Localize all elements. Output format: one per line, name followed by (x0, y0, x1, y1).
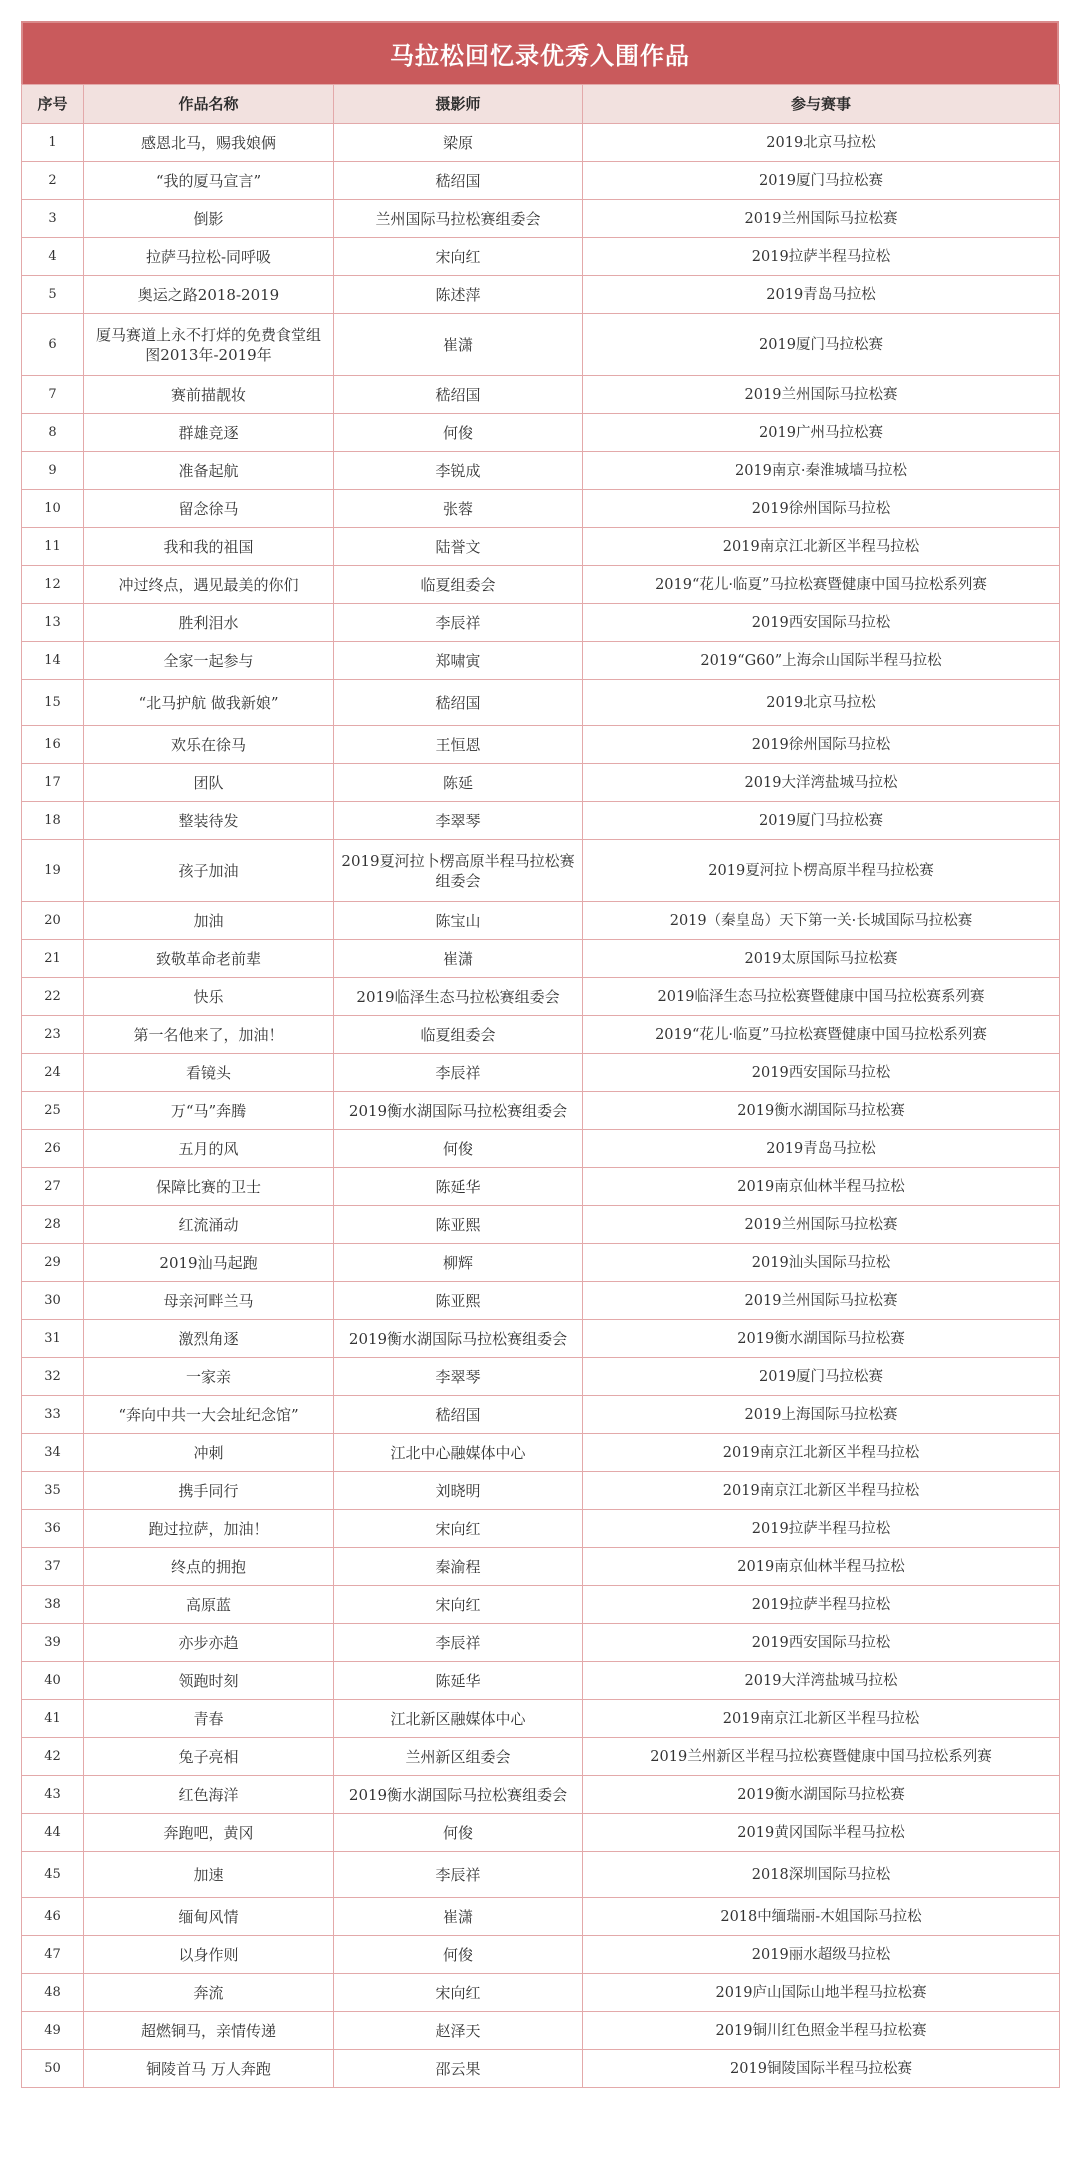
table-row (22, 1662, 1060, 1700)
table-row (22, 1814, 1060, 1852)
cell-photographer: 兰州新区组委会 (334, 1738, 583, 1776)
cell-work-title: 终点的拥抱 (84, 1548, 334, 1586)
cell-photographer: 陆誉文 (334, 528, 583, 566)
cell-event: 2019（秦皇岛）天下第一关·长城国际马拉松赛 (583, 902, 1060, 940)
cell-photographer: 秦渝程 (334, 1548, 583, 1586)
cell-work-title: “我的厦马宣言” (84, 162, 334, 200)
cell-index: 1 (22, 124, 84, 162)
cell-photographer: 嵇绍国 (334, 680, 583, 726)
cell-index: 10 (22, 490, 84, 528)
table-row (22, 1320, 1060, 1358)
cell-work-title: 亦步亦趋 (84, 1624, 334, 1662)
cell-event: 2019南京江北新区半程马拉松 (583, 1472, 1060, 1510)
cell-photographer: 2019临泽生态马拉松赛组委会 (334, 978, 583, 1016)
cell-event: 2019北京马拉松 (583, 124, 1060, 162)
cell-work-title: 青春 (84, 1700, 334, 1738)
cell-photographer: 嵇绍国 (334, 162, 583, 200)
table-row (22, 1624, 1060, 1662)
cell-event: 2019兰州新区半程马拉松赛暨健康中国马拉松系列赛 (583, 1738, 1060, 1776)
cell-event: 2019“花儿·临夏”马拉松赛暨健康中国马拉松系列赛 (583, 566, 1060, 604)
cell-work-title: 冲过终点，遇见最美的你们 (84, 566, 334, 604)
cell-photographer: 何俊 (334, 414, 583, 452)
cell-work-title: 激烈角逐 (84, 1320, 334, 1358)
cell-work-title: 加油 (84, 902, 334, 940)
cell-work-title: 一家亲 (84, 1358, 334, 1396)
cell-index: 36 (22, 1510, 84, 1548)
cell-work-title: 全家一起参与 (84, 642, 334, 680)
table-row (22, 1776, 1060, 1814)
cell-index: 47 (22, 1936, 84, 1974)
cell-index: 39 (22, 1624, 84, 1662)
cell-work-title: 我和我的祖国 (84, 528, 334, 566)
cell-work-title: 留念徐马 (84, 490, 334, 528)
cell-event: 2019大洋湾盐城马拉松 (583, 764, 1060, 802)
cell-event: 2019厦门马拉松赛 (583, 1358, 1060, 1396)
cell-index: 19 (22, 840, 84, 902)
cell-event: 2019西安国际马拉松 (583, 1054, 1060, 1092)
table-row (22, 1054, 1060, 1092)
cell-index: 38 (22, 1586, 84, 1624)
cell-photographer: 李翠琴 (334, 1358, 583, 1396)
cell-event: 2019南京江北新区半程马拉松 (583, 1434, 1060, 1472)
cell-event: 2019拉萨半程马拉松 (583, 238, 1060, 276)
cell-photographer: 陈宝山 (334, 902, 583, 940)
table-row (22, 1168, 1060, 1206)
cell-event: 2019南京江北新区半程马拉松 (583, 1700, 1060, 1738)
cell-index: 48 (22, 1974, 84, 2012)
cell-index: 21 (22, 940, 84, 978)
cell-photographer: 2019衡水湖国际马拉松赛组委会 (334, 1776, 583, 1814)
cell-index: 44 (22, 1814, 84, 1852)
cell-photographer: 陈述萍 (334, 276, 583, 314)
cell-index: 11 (22, 528, 84, 566)
table-row (22, 802, 1060, 840)
cell-index: 34 (22, 1434, 84, 1472)
cell-index: 4 (22, 238, 84, 276)
cell-work-title: 跑过拉萨，加油！ (84, 1510, 334, 1548)
cell-photographer: 陈延华 (334, 1168, 583, 1206)
cell-index: 50 (22, 2050, 84, 2088)
cell-event: 2019青岛马拉松 (583, 1130, 1060, 1168)
table-row (22, 840, 1060, 902)
cell-photographer: 陈延华 (334, 1662, 583, 1700)
cell-photographer: 临夏组委会 (334, 566, 583, 604)
cell-work-title: 万“马”奔腾 (84, 1092, 334, 1130)
cell-work-title: 缅甸风情 (84, 1898, 334, 1936)
cell-photographer: 梁原 (334, 124, 583, 162)
cell-photographer: 何俊 (334, 1936, 583, 1974)
cell-photographer: 李辰祥 (334, 604, 583, 642)
cell-work-title: 五月的风 (84, 1130, 334, 1168)
cell-index: 13 (22, 604, 84, 642)
cell-work-title: 看镜头 (84, 1054, 334, 1092)
cell-index: 7 (22, 376, 84, 414)
table-row (22, 1434, 1060, 1472)
table-row (22, 1206, 1060, 1244)
table-row (22, 1738, 1060, 1776)
table-row (22, 978, 1060, 1016)
cell-index: 3 (22, 200, 84, 238)
table-body (22, 124, 1060, 2088)
cell-index: 31 (22, 1320, 84, 1358)
cell-index: 15 (22, 680, 84, 726)
cell-photographer: 陈亚熙 (334, 1206, 583, 1244)
cell-photographer: 江北新区融媒体中心 (334, 1700, 583, 1738)
table-row (22, 1548, 1060, 1586)
cell-event: 2019拉萨半程马拉松 (583, 1586, 1060, 1624)
header-row (22, 85, 1060, 124)
cell-event: 2019北京马拉松 (583, 680, 1060, 726)
table-row (22, 940, 1060, 978)
cell-photographer: 宋向红 (334, 1586, 583, 1624)
table-row (22, 764, 1060, 802)
cell-photographer: 宋向红 (334, 238, 583, 276)
table-row (22, 200, 1060, 238)
cell-index: 32 (22, 1358, 84, 1396)
cell-index: 24 (22, 1054, 84, 1092)
cell-event: 2019南京仙林半程马拉松 (583, 1548, 1060, 1586)
cell-work-title: 胜利泪水 (84, 604, 334, 642)
cell-work-title: 团队 (84, 764, 334, 802)
cell-index: 16 (22, 726, 84, 764)
cell-photographer: 李辰祥 (334, 1852, 583, 1898)
table-row (22, 1472, 1060, 1510)
cell-index: 22 (22, 978, 84, 1016)
table-row (22, 1282, 1060, 1320)
cell-index: 41 (22, 1700, 84, 1738)
table-row (22, 566, 1060, 604)
cell-work-title: 快乐 (84, 978, 334, 1016)
table-row (22, 2012, 1060, 2050)
cell-work-title: 携手同行 (84, 1472, 334, 1510)
cell-photographer: 江北中心融媒体中心 (334, 1434, 583, 1472)
cell-index: 49 (22, 2012, 84, 2050)
cell-event: 2019汕头国际马拉松 (583, 1244, 1060, 1282)
cell-photographer: 2019夏河拉卜楞高原半程马拉松赛组委会 (334, 840, 583, 902)
cell-index: 40 (22, 1662, 84, 1700)
table-row (22, 604, 1060, 642)
cell-event: 2019夏河拉卜楞高原半程马拉松赛 (583, 840, 1060, 902)
cell-index: 45 (22, 1852, 84, 1898)
cell-event: 2019庐山国际山地半程马拉松赛 (583, 1974, 1060, 2012)
cell-event: 2019徐州国际马拉松 (583, 490, 1060, 528)
cell-work-title: 冲刺 (84, 1434, 334, 1472)
header-event: 参与赛事 (583, 85, 1060, 124)
table-row (22, 1130, 1060, 1168)
cell-index: 23 (22, 1016, 84, 1054)
cell-photographer: 李翠琴 (334, 802, 583, 840)
cell-event: 2019兰州国际马拉松赛 (583, 1282, 1060, 1320)
cell-photographer: 郑啸寅 (334, 642, 583, 680)
cell-event: 2019厦门马拉松赛 (583, 802, 1060, 840)
table-row (22, 1244, 1060, 1282)
table-row (22, 1092, 1060, 1130)
cell-photographer: 张蓉 (334, 490, 583, 528)
cell-event: 2019南京仙林半程马拉松 (583, 1168, 1060, 1206)
table-row (22, 2050, 1060, 2088)
cell-event: 2019太原国际马拉松赛 (583, 940, 1060, 978)
cell-photographer: 李辰祥 (334, 1054, 583, 1092)
cell-work-title: 奔流 (84, 1974, 334, 2012)
cell-photographer: 何俊 (334, 1814, 583, 1852)
cell-photographer: 宋向红 (334, 1510, 583, 1548)
cell-photographer: 嵇绍国 (334, 1396, 583, 1434)
cell-photographer: 陈延 (334, 764, 583, 802)
cell-work-title: 铜陵首马 万人奔跑 (84, 2050, 334, 2088)
cell-event: 2019衡水湖国际马拉松赛 (583, 1320, 1060, 1358)
entries-table (21, 84, 1060, 2088)
cell-work-title: 感恩北马，赐我娘俩 (84, 124, 334, 162)
cell-event: 2019上海国际马拉松赛 (583, 1396, 1060, 1434)
cell-photographer: 宋向红 (334, 1974, 583, 2012)
cell-event: 2019“G60”上海佘山国际半程马拉松 (583, 642, 1060, 680)
table-row (22, 276, 1060, 314)
table-row (22, 1898, 1060, 1936)
cell-index: 18 (22, 802, 84, 840)
table-row (22, 238, 1060, 276)
cell-work-title: 拉萨马拉松-同呼吸 (84, 238, 334, 276)
cell-work-title: 母亲河畔兰马 (84, 1282, 334, 1320)
cell-photographer: 陈亚熙 (334, 1282, 583, 1320)
cell-index: 35 (22, 1472, 84, 1510)
cell-index: 8 (22, 414, 84, 452)
cell-index: 30 (22, 1282, 84, 1320)
cell-work-title: 兔子亮相 (84, 1738, 334, 1776)
cell-index: 5 (22, 276, 84, 314)
cell-event: 2019广州马拉松赛 (583, 414, 1060, 452)
cell-index: 46 (22, 1898, 84, 1936)
cell-index: 26 (22, 1130, 84, 1168)
cell-index: 25 (22, 1092, 84, 1130)
cell-photographer: 2019衡水湖国际马拉松赛组委会 (334, 1092, 583, 1130)
header-photographer: 摄影师 (334, 85, 583, 124)
cell-event: 2018中缅瑞丽-木姐国际马拉松 (583, 1898, 1060, 1936)
cell-work-title: 孩子加油 (84, 840, 334, 902)
cell-photographer: 李锐成 (334, 452, 583, 490)
cell-event: 2019大洋湾盐城马拉松 (583, 1662, 1060, 1700)
cell-event: 2019临泽生态马拉松赛暨健康中国马拉松赛系列赛 (583, 978, 1060, 1016)
header-work-title: 作品名称 (84, 85, 334, 124)
table-row (22, 528, 1060, 566)
cell-index: 12 (22, 566, 84, 604)
cell-event: 2019黄冈国际半程马拉松 (583, 1814, 1060, 1852)
cell-event: 2018深圳国际马拉松 (583, 1852, 1060, 1898)
cell-work-title: 2019汕马起跑 (84, 1244, 334, 1282)
cell-event: 2019南京江北新区半程马拉松 (583, 528, 1060, 566)
cell-event: 2019西安国际马拉松 (583, 604, 1060, 642)
cell-index: 14 (22, 642, 84, 680)
cell-work-title: 领跑时刻 (84, 1662, 334, 1700)
table-row (22, 642, 1060, 680)
cell-photographer: 嵇绍国 (334, 376, 583, 414)
cell-event: 2019南京·秦淮城墙马拉松 (583, 452, 1060, 490)
cell-photographer: 赵泽天 (334, 2012, 583, 2050)
cell-work-title: 厦马赛道上永不打烊的免费食堂组图2013年-2019年 (84, 314, 334, 376)
table-row (22, 1936, 1060, 1974)
table-row (22, 490, 1060, 528)
cell-photographer: 李辰祥 (334, 1624, 583, 1662)
table-row (22, 902, 1060, 940)
cell-work-title: 保障比赛的卫士 (84, 1168, 334, 1206)
cell-work-title: 奥运之路2018-2019 (84, 276, 334, 314)
cell-work-title: 以身作则 (84, 1936, 334, 1974)
table-row (22, 452, 1060, 490)
table-row (22, 376, 1060, 414)
cell-photographer: 崔潇 (334, 314, 583, 376)
cell-work-title: 倒影 (84, 200, 334, 238)
table-container (21, 21, 1059, 2088)
table-row (22, 1510, 1060, 1548)
cell-index: 9 (22, 452, 84, 490)
cell-photographer: 崔潇 (334, 940, 583, 978)
cell-work-title: 红流涌动 (84, 1206, 334, 1244)
table-row (22, 680, 1060, 726)
cell-index: 37 (22, 1548, 84, 1586)
table-row (22, 1586, 1060, 1624)
cell-event: 2019铜川红色照金半程马拉松赛 (583, 2012, 1060, 2050)
cell-work-title: 超燃铜马，亲情传递 (84, 2012, 334, 2050)
cell-index: 42 (22, 1738, 84, 1776)
cell-photographer: 临夏组委会 (334, 1016, 583, 1054)
table-row (22, 1016, 1060, 1054)
cell-event: 2019西安国际马拉松 (583, 1624, 1060, 1662)
cell-work-title: 整装待发 (84, 802, 334, 840)
cell-index: 27 (22, 1168, 84, 1206)
table-row (22, 1358, 1060, 1396)
cell-event: 2019兰州国际马拉松赛 (583, 1206, 1060, 1244)
table-row (22, 726, 1060, 764)
cell-event: 2019青岛马拉松 (583, 276, 1060, 314)
cell-index: 20 (22, 902, 84, 940)
cell-photographer: 刘晓明 (334, 1472, 583, 1510)
table-row (22, 1974, 1060, 2012)
cell-photographer: 王恒恩 (334, 726, 583, 764)
table-row (22, 1852, 1060, 1898)
table-row (22, 414, 1060, 452)
table-row (22, 162, 1060, 200)
table-row (22, 1700, 1060, 1738)
cell-event: 2019“花儿·临夏”马拉松赛暨健康中国马拉松系列赛 (583, 1016, 1060, 1054)
cell-event: 2019厦门马拉松赛 (583, 162, 1060, 200)
cell-index: 2 (22, 162, 84, 200)
cell-event: 2019铜陵国际半程马拉松赛 (583, 2050, 1060, 2088)
cell-event: 2019徐州国际马拉松 (583, 726, 1060, 764)
table-row (22, 124, 1060, 162)
cell-work-title: 准备起航 (84, 452, 334, 490)
cell-photographer: 2019衡水湖国际马拉松赛组委会 (334, 1320, 583, 1358)
cell-event: 2019兰州国际马拉松赛 (583, 376, 1060, 414)
table-title: 马拉松回忆录优秀入围作品 (21, 21, 1059, 84)
cell-photographer: 何俊 (334, 1130, 583, 1168)
cell-index: 17 (22, 764, 84, 802)
cell-work-title: 群雄竞逐 (84, 414, 334, 452)
cell-event: 2019兰州国际马拉松赛 (583, 200, 1060, 238)
cell-work-title: “奔向中共一大会址纪念馆” (84, 1396, 334, 1434)
cell-index: 6 (22, 314, 84, 376)
cell-event: 2019厦门马拉松赛 (583, 314, 1060, 376)
cell-photographer: 崔潇 (334, 1898, 583, 1936)
cell-work-title: 赛前描靓妆 (84, 376, 334, 414)
cell-index: 28 (22, 1206, 84, 1244)
cell-work-title: 第一名他来了，加油！ (84, 1016, 334, 1054)
table-row (22, 314, 1060, 376)
cell-event: 2019衡水湖国际马拉松赛 (583, 1776, 1060, 1814)
cell-work-title: 加速 (84, 1852, 334, 1898)
cell-work-title: 致敬革命老前辈 (84, 940, 334, 978)
cell-index: 43 (22, 1776, 84, 1814)
cell-work-title: 高原蓝 (84, 1586, 334, 1624)
cell-index: 33 (22, 1396, 84, 1434)
cell-work-title: 红色海洋 (84, 1776, 334, 1814)
cell-photographer: 邵云果 (334, 2050, 583, 2088)
cell-photographer: 柳辉 (334, 1244, 583, 1282)
cell-work-title: “北马护航 做我新娘” (84, 680, 334, 726)
table-row (22, 1396, 1060, 1434)
cell-index: 29 (22, 1244, 84, 1282)
cell-event: 2019拉萨半程马拉松 (583, 1510, 1060, 1548)
cell-event: 2019衡水湖国际马拉松赛 (583, 1092, 1060, 1130)
cell-work-title: 奔跑吧，黄冈 (84, 1814, 334, 1852)
cell-event: 2019丽水超级马拉松 (583, 1936, 1060, 1974)
cell-work-title: 欢乐在徐马 (84, 726, 334, 764)
header-index: 序号 (22, 85, 84, 124)
cell-photographer: 兰州国际马拉松赛组委会 (334, 200, 583, 238)
